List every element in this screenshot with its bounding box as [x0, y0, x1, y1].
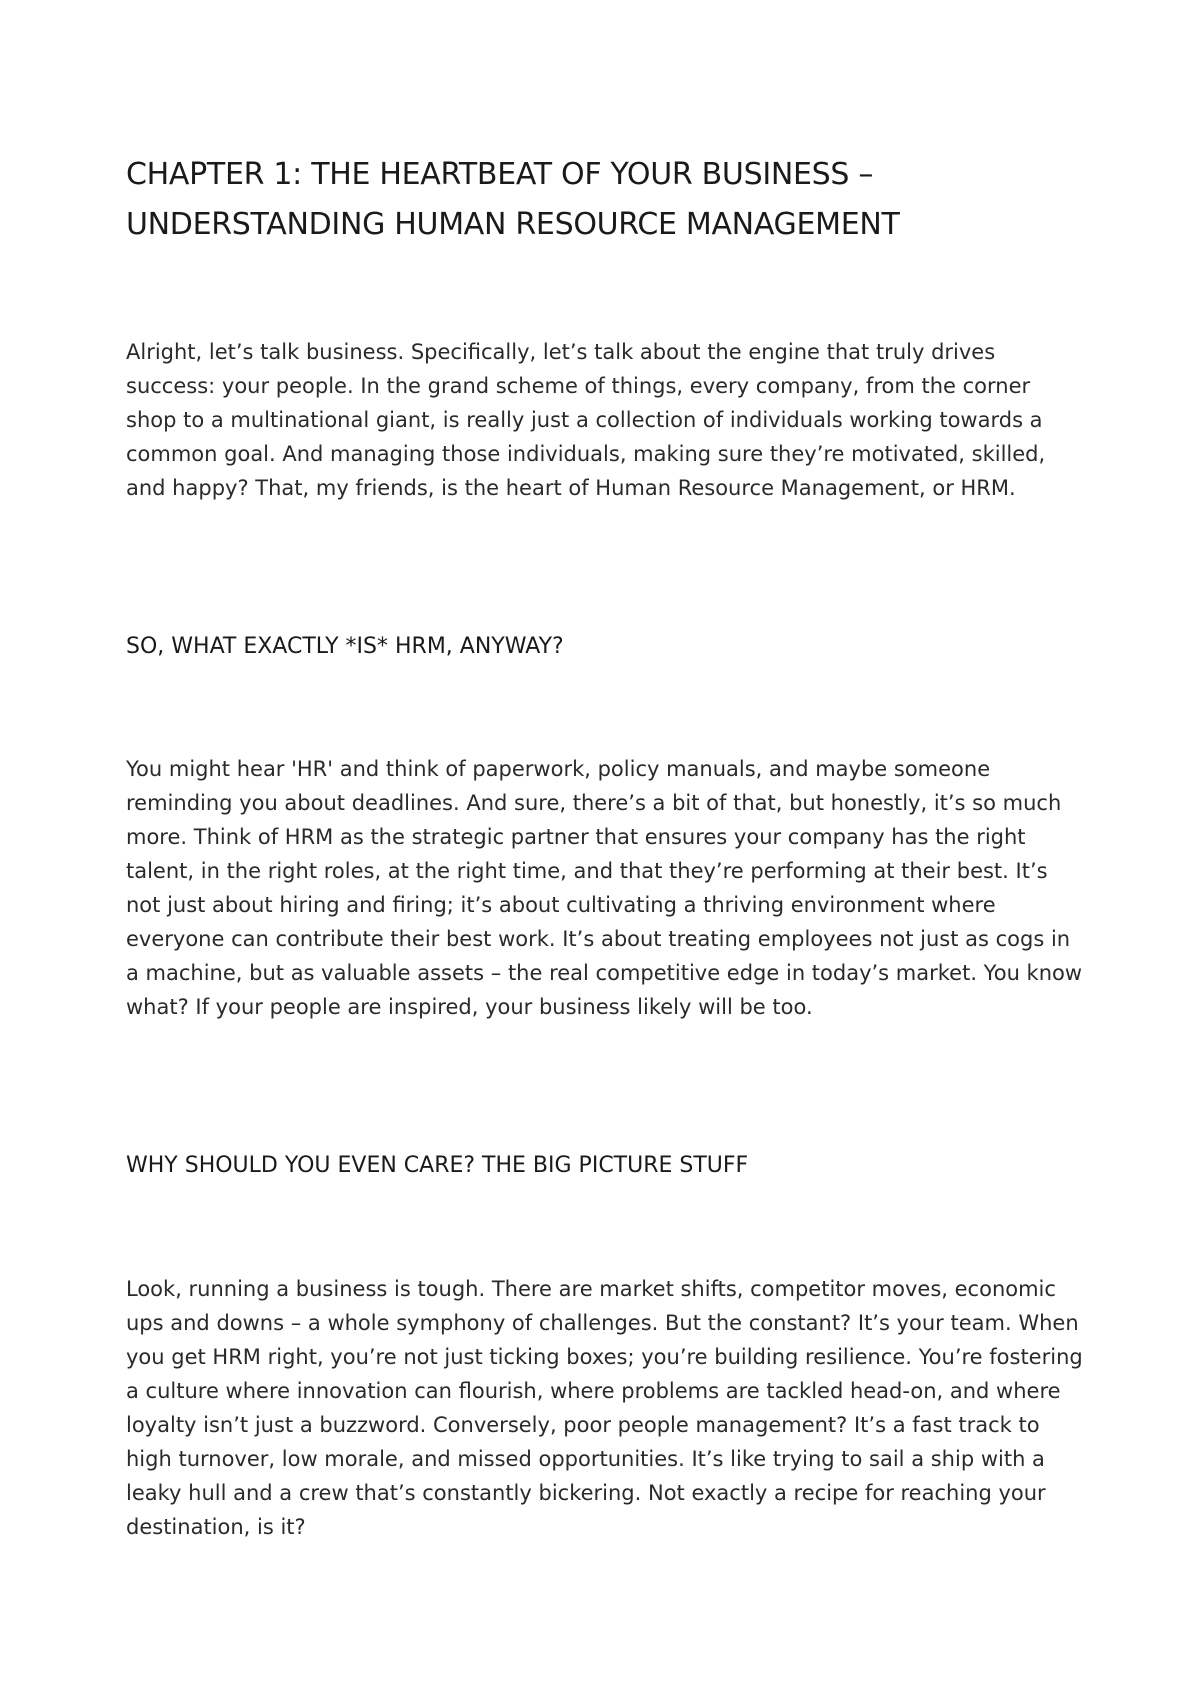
- section-paragraph-what-is-hrm: You might hear 'HR' and think of paperwork, policy manuals, and maybe someone reminding you about deadlines. And sure, there’s a bit of that, but honestly, it’s so much more. Think of HRM as the strategic partner that ensures your company has the right talent, in the right roles, at the right time, and that they’re performing at their best. It’s not just about hiring and firing; it’s about cultivating a thriving environment where everyone can contribute their best work. It’s about treating employees not just as cogs in a machine, but as valuable assets – the real competitive edge in today’s market. You know what? If your people are inspired, your business likely will be too.: [126, 757, 1083, 1019]
- section-heading-why-care: WHY SHOULD YOU EVEN CARE? THE BIG PICTURE STUFF: [126, 1153, 749, 1178]
- chapter-title-line-2: UNDERSTANDING HUMAN RESOURCE MANAGEMENT: [126, 207, 900, 242]
- chapter-title-line-1: CHAPTER 1: THE HEARTBEAT OF YOUR BUSINESS –: [126, 157, 874, 192]
- section-paragraph-why-care: Look, running a business is tough. There are market shifts, competitor moves, economic ups and downs – a whole symphony of challenges. But the constant? It’s your team. When you get HRM right, you’re not just ticking boxes; you’re building resilience. You’re fostering a culture where innovation can flourish, where problems are tackled head-on, and where loyalty isn’t just a buzzword. Conversely, poor people management? It’s a fast track to high turnover, low morale, and missed opportunities. It’s like trying to sail a ship with a leaky hull and a crew that’s constantly bickering. Not exactly a recipe for reaching your destination, is it?: [126, 1277, 1083, 1539]
- chapter-title: [126, 150, 1086, 250]
- section-heading-what-is-hrm: SO, WHAT EXACTLY *IS* HRM, ANYWAY?: [126, 634, 564, 659]
- intro-paragraph: Alright, let’s talk business. Specifically, let’s talk about the engine that truly drives success: your people. In the grand scheme of things, every company, from the corner shop to a multinational giant, is really just a collection of individuals working towards a common goal. And managing those individuals, making sure they’re motivated, skilled, and happy? That, my friends, is the heart of Human Resource Management, or HRM.: [126, 340, 1046, 500]
